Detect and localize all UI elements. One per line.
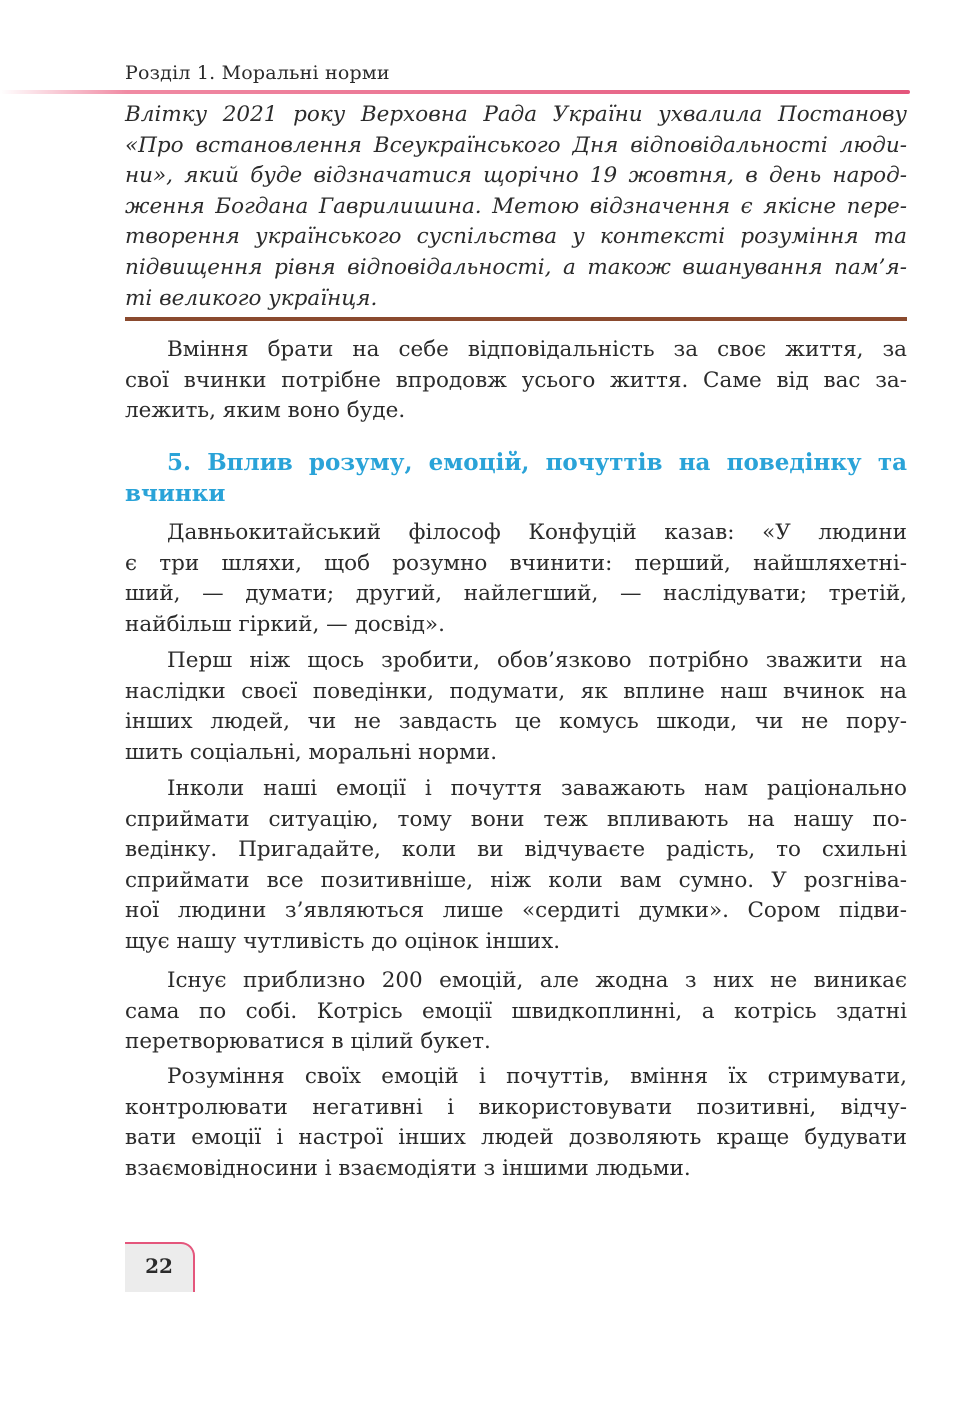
info-box-bottom-rule (125, 317, 907, 321)
paragraph-line: ної людини з’являються лише «сердиті думки». Сором підви- (125, 898, 907, 924)
info-box-line: Влітку 2021 року Верховна Рада України ухвалила Постанову (125, 102, 907, 127)
section-heading-line: вчинки (125, 480, 226, 507)
paragraph-line: ший, — думати; другий, найлегший, — наслідувати; третій, (125, 581, 907, 607)
paragraph-line: сприймати все позитивніше, ніж коли вам сумно. У розгніва- (125, 867, 907, 893)
paragraph-line: Існує приблизно 200 емоцій, але жодна з них не виникає (167, 968, 907, 993)
page-number: 22 (145, 1254, 173, 1278)
paragraph-line: взаємовідносини і взаємодіяти з іншими людьми. (125, 1155, 691, 1181)
intro-paragraph (125, 335, 907, 427)
section-heading (125, 447, 907, 509)
paragraph-line: інших людей, чи не завдасть це комусь шкоди, чи не пору- (125, 709, 907, 735)
paragraph-line: ведінку. Пригадайте, коли ви відчуваєте радість, то схильні (125, 837, 907, 863)
paragraph-line: є три шляхи, щоб розумно вчинити: перший, найшляхетні- (125, 550, 907, 576)
paragraph-line: вати емоції і настрої інших людей дозволяють краще будувати (125, 1125, 907, 1151)
info-box-line: ження Богдана Гаврилишина. Метою відзначення є якісне пере- (125, 193, 907, 219)
paragraph-line: найбільш гіркий, — досвід». (125, 611, 445, 637)
paragraph-200-emotions (125, 966, 907, 1058)
paragraph-line: Давньокитайський філософ Конфуцій казав: «У людини (167, 520, 907, 545)
page-number-tab (125, 1242, 195, 1292)
header-divider (0, 90, 910, 94)
paragraph-line: наслідки своєї поведінки, подумати, як вплине наш вчинок на (125, 678, 907, 704)
paragraph-emotions (125, 774, 907, 958)
paragraph-line: шить соціальні, моральні норми. (125, 739, 498, 765)
info-box-line: «Про встановлення Всеукраїнського Дня відповідальності люди- (125, 132, 907, 158)
paragraph-understanding (125, 1062, 907, 1184)
info-box-line: ті великого українця. (125, 285, 378, 311)
info-box (125, 100, 907, 314)
info-box-line: творення українського суспільства у контексті розуміння та (125, 224, 907, 250)
paragraph-line: перетворюватися в цілий букет. (125, 1029, 491, 1055)
paragraph-confucius (125, 518, 907, 640)
info-box-line: підвищення рівня відповідальності, а також вшанування пам’я- (125, 254, 907, 280)
paragraph-consequences (125, 646, 907, 768)
paragraph-line: Інколи наші емоції і почуття заважають нам раціонально (167, 776, 907, 801)
paragraph-line: свої вчинки потрібне впродовж усього життя. Саме від вас за- (125, 367, 907, 393)
paragraph-line: сприймати ситуацію, тому вони теж впливають на нашу по- (125, 806, 907, 832)
paragraph-line: сама по собі. Котрісь емоції швидкоплинні, а котрісь здатні (125, 998, 907, 1024)
paragraph-line: контролювати негативні і використовувати позитивні, відчу- (125, 1094, 907, 1120)
running-header: Розділ 1. Моральні норми (125, 62, 390, 84)
paragraph-line: Перш ніж щось зробити, обов’язково потрібно зважити на (167, 648, 907, 673)
paragraph-line: лежить, яким воно буде. (125, 398, 406, 424)
paragraph-line: Розуміння своїх емоцій і почуттів, вміння їх стримувати, (167, 1064, 907, 1089)
section-heading-line: 5. Вплив розуму, емоцій, почуттів на поведінку та (167, 449, 907, 476)
info-box-line: ни», який буде відзначатися щорічно 19 жовтня, в день народ- (125, 163, 907, 189)
paragraph-line: щує нашу чутливість до оцінок інших. (125, 928, 561, 954)
paragraph-line: Вміння брати на себе відповідальність за своє життя, за (167, 337, 907, 362)
